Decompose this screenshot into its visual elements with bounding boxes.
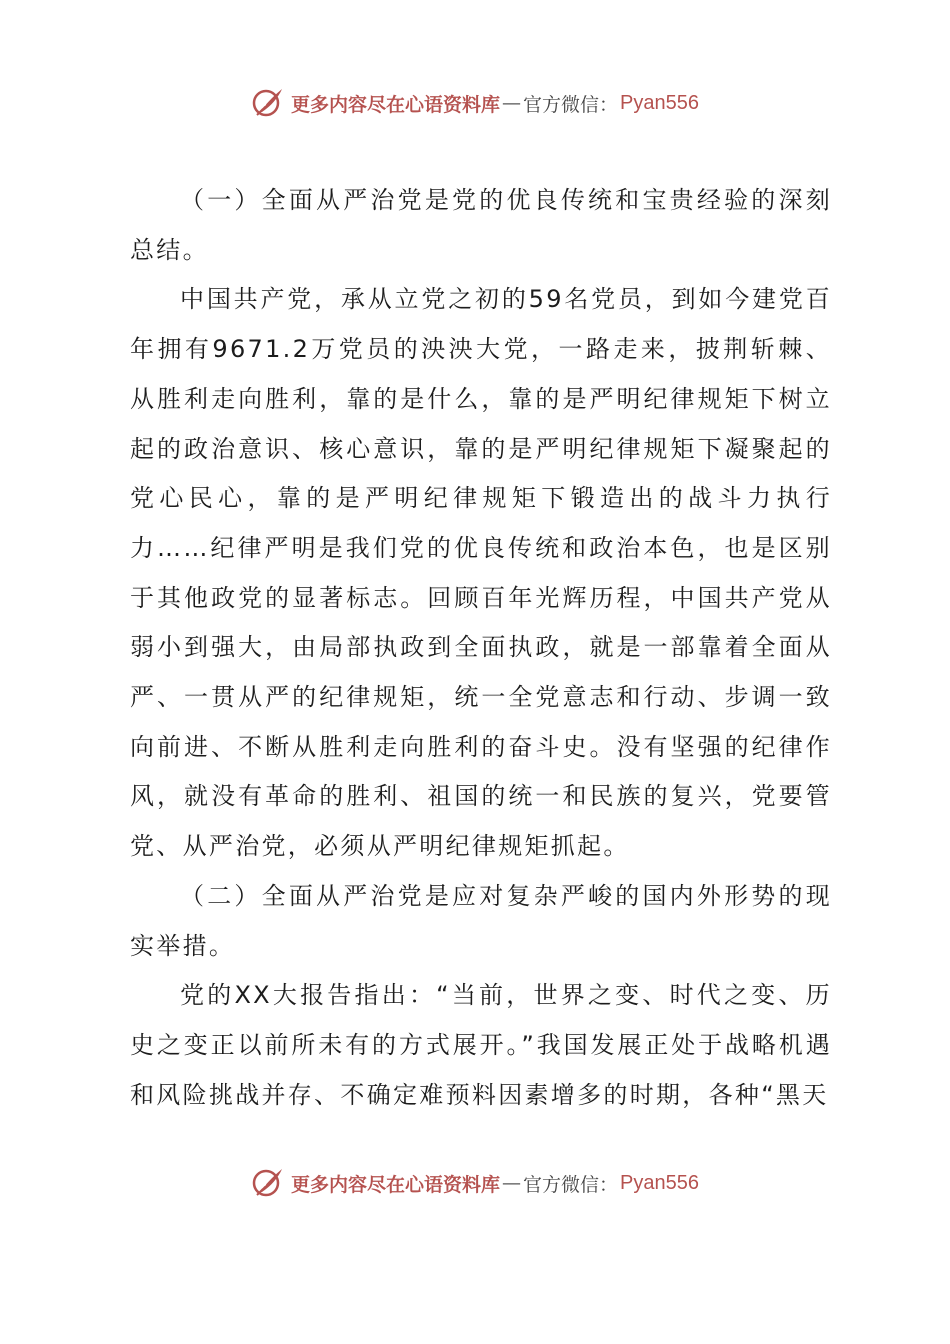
- footer-watermark-banner: [0, 1163, 950, 1203]
- body-paragraph-1: 中国共产党，承从立党之初的59名党员，到如今建党百年拥有9671.2万党员的泱泱大党，一路走来，披荆斩棘、从胜利走向胜利，靠的是什么，靠的是严明纪律规矩下树立起的政治意识、核心意识，靠的是严明纪律规矩下凝聚起的党心民心，靠的是严明纪律规矩下锻造出的战斗力执行力……纪律严明是我们党的优良传统和政治本色，也是区别于其他政党的显著标志。回顾百年光辉历程，中国共产党从弱小到强大，由局部执政到全面执政，就是一部靠着全面从严、一贯从严的纪律规矩，统一全党意志和行动、步调一致向前进、不断从胜利走向胜利的奋斗史。没有坚强的纪律作风，就没有革命的胜利、祖国的统一和民族的复兴，党要管党、从严治党，必须从严明纪律规矩抓起。: [130, 285, 832, 861]
- section-heading-2: （二）全面从严治党是应对复杂严峻的国内外形势的现实举措。: [130, 881, 832, 960]
- document-body: [130, 176, 832, 1120]
- section-heading-1: （一）全面从严治党是党的优良传统和宝贵经验的深刻总结。: [130, 186, 832, 264]
- header-brand-text: 更多内容尽在心语资料库: [291, 93, 501, 116]
- footer-separator: —: [502, 1172, 522, 1194]
- header-official-label: 官方微信：: [523, 93, 619, 116]
- footer-official-label: 官方微信：: [523, 1173, 619, 1196]
- footer-brand-text: 更多内容尽在心语资料库: [291, 1173, 501, 1196]
- quill-pen-logo-icon: [251, 1166, 285, 1200]
- quill-pen-logo-icon: [251, 86, 285, 120]
- header-wechat-id: Pyan556: [620, 91, 699, 114]
- body-paragraph-2: 党的XX大报告指出：“当前，世界之变、时代之变、历史之变正以前所未有的方式展开。”我国发展正处于战略机遇和风险挑战并存、不确定难预料因素增多的时期，各种“黑天: [130, 981, 833, 1109]
- header-separator: —: [502, 92, 522, 114]
- header-watermark-banner: [0, 83, 950, 123]
- footer-wechat-id: Pyan556: [620, 1171, 699, 1194]
